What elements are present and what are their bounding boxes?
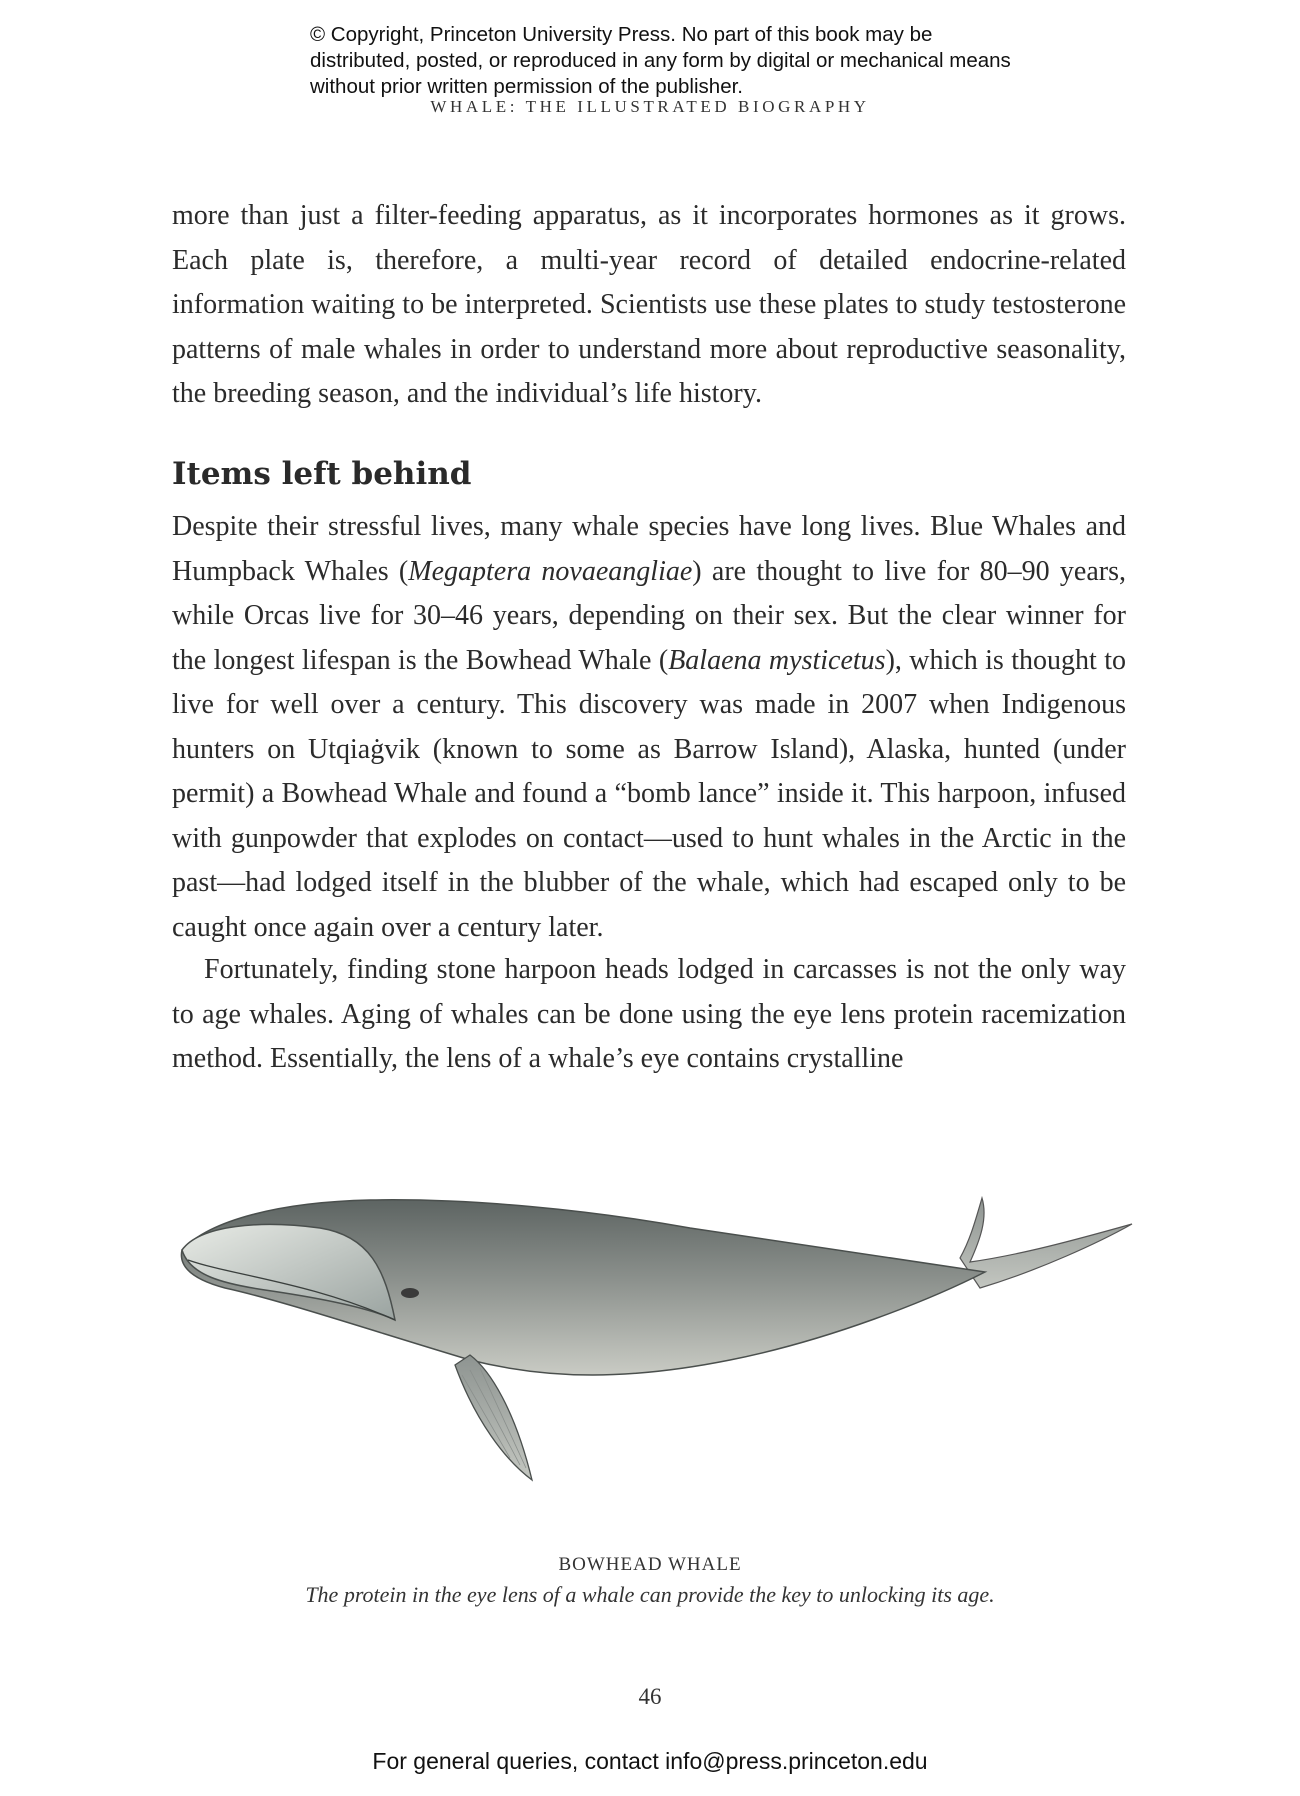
footer-contact: For general queries, contact info@press.princeton.edu — [372, 1748, 928, 1774]
figure-caption-title: BOWHEAD WHALE — [558, 1554, 742, 1575]
paragraph-2-text-e: ), which is thought to live for well over a century. This discovery was made in 2007 when Indigenous hunters on Utqiaġvik (known to some as Barrow Island), Alaska, hunted (under permit) a Bowhead Whale and found a “bomb lance” inside it. This harpoon, infused with gunpowder that explodes on contact—used to hunt whales in the Arctic in the past—had lodged itself in the blubber of the whale, which had escaped only to be caught once again over a century later. — [172, 644, 1127, 943]
paragraph-1: more than just a filter-feeding apparatus, as it incorporates hormones as it grows. Each plate is, therefore, a multi-year record of detailed endocrine-related information waiting to be interpreted. Scientists use these plates to study testosterone patterns of male whales in order to understand more about reproductive seasonality, the breeding season, and the individual’s life history. — [172, 200, 1126, 409]
section-heading: Items left behind — [172, 456, 472, 492]
species-name-bowhead: Balaena mysticetus — [668, 644, 886, 676]
paragraph-2-text-c: ) are thought to live for 80–90 years, while Orcas live for 30–46 years, depending on their sex. But the clear winner for the longest lifespan is the Bowhead Whale ( — [172, 555, 1126, 676]
tail-fluke — [960, 1198, 1132, 1288]
bowhead-whale-illustration — [170, 1180, 1140, 1520]
running-head: WHALE: THE ILLUSTRATED BIOGRAPHY — [430, 97, 870, 116]
figure-caption-text: The protein in the eye lens of a whale can provide the key to unlocking its age. — [305, 1582, 995, 1607]
paragraph-3: Fortunately, finding stone harpoon heads lodged in carcasses is not the only way to age whales. Aging of whales can be done using the eye lens protein racemization method. Essentially, the lens of a whale’s eye contains crystalline — [172, 954, 1126, 1074]
pectoral-fin — [455, 1355, 532, 1480]
whale-eye — [401, 1288, 419, 1298]
paragraph-2 — [172, 505, 1126, 950]
species-name-humpback: Megaptera novaeangliae — [408, 555, 693, 587]
page-number: 46 — [638, 1684, 662, 1709]
paragraph-2-text-a: Despite their stressful lives, many whale species have long lives. Blue Whales and Humpback Whales ( — [172, 511, 1126, 587]
copyright-notice: © Copyright, Princeton University Press. No part of this book may be distributed, posted, or reproduced in any form by digital or mechanical means without prior written permission of the publisher. — [310, 23, 1011, 98]
